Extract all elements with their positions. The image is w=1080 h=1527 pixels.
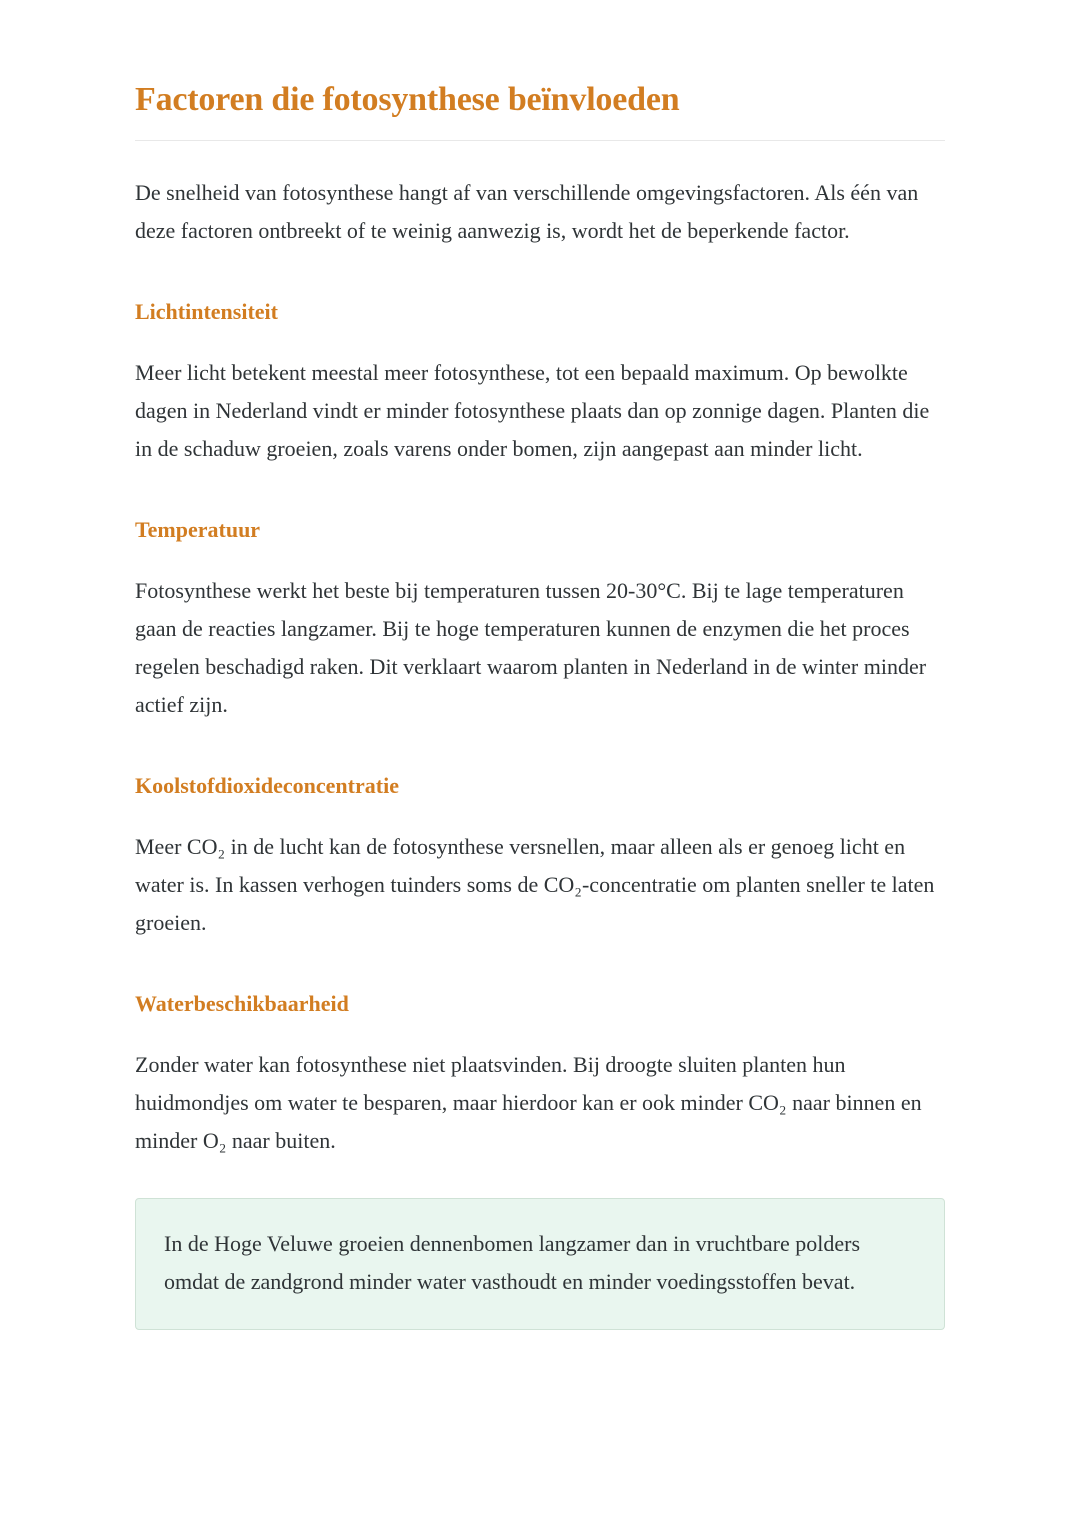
title-divider <box>135 140 945 141</box>
section-heading-koolstofdioxideconcentratie: Koolstofdioxideconcentratie <box>135 773 399 799</box>
intro-paragraph: De snelheid van fotosynthese hangt af van verschillende omgevingsfactoren. Als één van deze factoren ontbreekt of te weinig aanwezig is, wordt het de beperkende factor. <box>135 180 919 244</box>
section-paragraph-koolstofdioxideconcentratie: Meer CO₂ in de lucht kan de fotosynthese versnellen, maar alleen als er genoeg licht en water is. In kassen verhogen tuinders soms de CO₂-concentratie om planten sneller te laten groeien. <box>135 834 935 936</box>
section-heading-waterbeschikbaarheid: Waterbeschikbaarheid <box>135 991 349 1017</box>
section-heading-lichtintensiteit: Lichtintensiteit <box>135 299 278 325</box>
section-paragraph-waterbeschikbaarheid: Zonder water kan fotosynthese niet plaatsvinden. Bij droogte sluiten planten hun huidmondjes om water te besparen, maar hierdoor kan er ook minder CO₂ naar binnen en minder O₂ naar buiten. <box>135 1052 922 1154</box>
callout-text: In de Hoge Veluwe groeien dennenbomen langzamer dan in vruchtbare polders omdat de zandgrond minder water vasthoudt en minder voedingsstoffen bevat. <box>164 1231 861 1295</box>
content-column <box>135 0 945 1330</box>
section-paragraph-lichtintensiteit: Meer licht betekent meestal meer fotosynthese, tot een bepaald maximum. Op bewolkte dagen in Nederland vindt er minder fotosynthese plaats dan op zonnige dagen. Planten die in de schaduw groeien, zoals varens onder bomen, zijn aangepast aan minder licht. <box>135 360 930 462</box>
section-heading-temperatuur: Temperatuur <box>135 517 261 543</box>
page-title: Factoren die fotosynthese beïnvloeden <box>135 81 680 118</box>
info-callout-box <box>135 1198 945 1330</box>
section-paragraph-temperatuur: Fotosynthese werkt het beste bij temperaturen tussen 20-30°C. Bij te lage temperaturen gaan de reacties langzamer. Bij te hoge temperaturen kunnen de enzymen die het proces regelen beschadigd raken. Dit verklaart waarom planten in Nederland in de winter minder actief zijn. <box>135 578 927 718</box>
